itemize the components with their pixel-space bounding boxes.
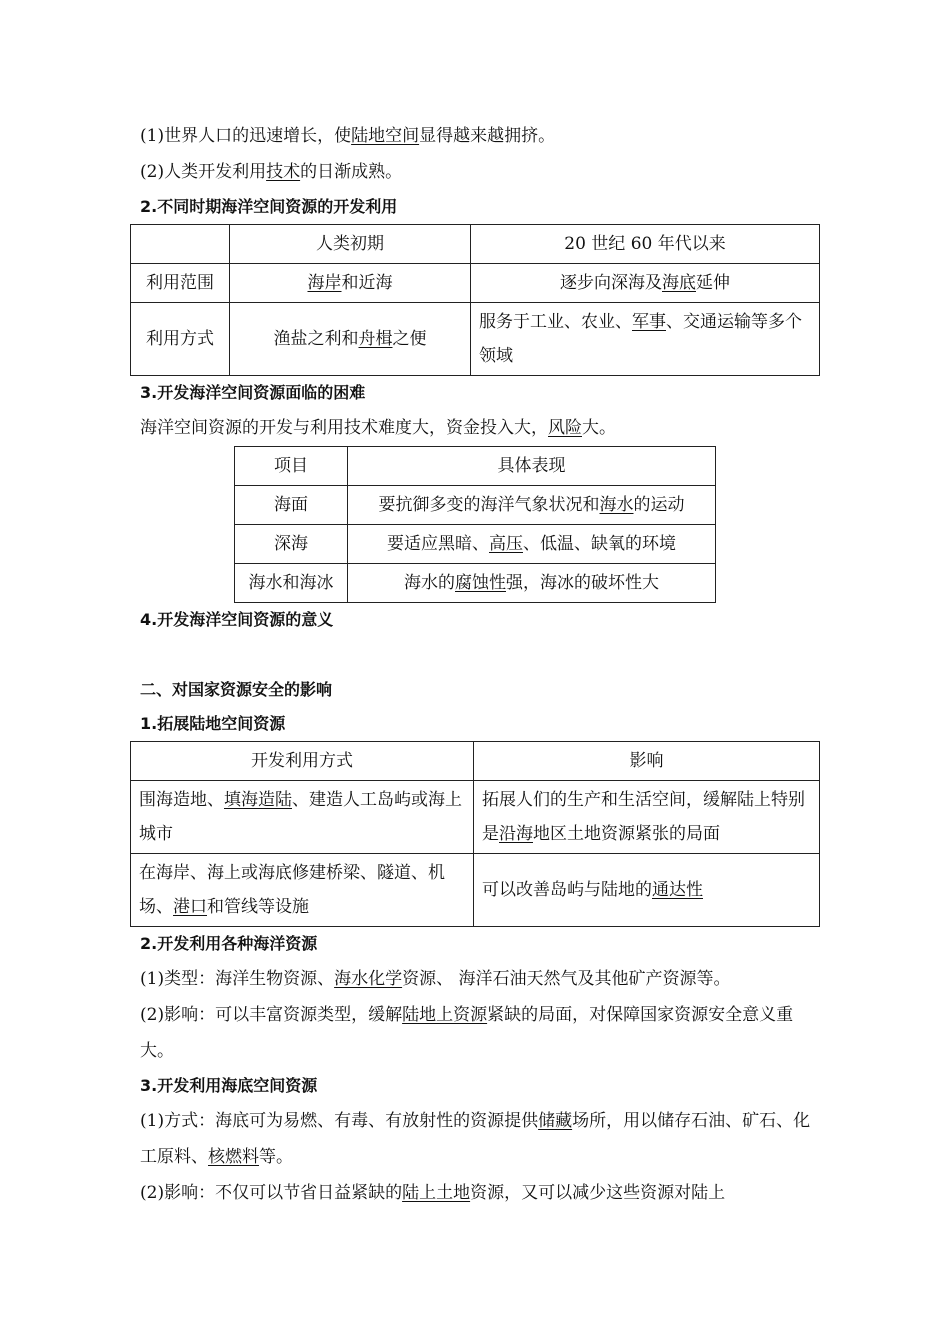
table-cell: 20 世纪 60 年代以来 — [471, 225, 820, 264]
table-cell: 开发利用方式 — [131, 742, 474, 781]
table-cell — [348, 564, 716, 603]
text: (2)影响：可以丰富资源类型，缓解 — [140, 1005, 403, 1025]
text: 的运动 — [633, 495, 685, 515]
text: 资源、 海洋石油天然气及其他矿产资源等。 — [402, 969, 731, 989]
text: 等。 — [259, 1147, 293, 1167]
table-cell: 影响 — [474, 742, 820, 781]
table-cell: 利用方式 — [131, 303, 230, 376]
table-row — [131, 781, 820, 854]
table-row — [131, 303, 820, 376]
table-row — [131, 264, 820, 303]
text: 强，海冰的破坏性大 — [506, 573, 659, 593]
text: (1)世界人口的迅速增长，使 — [140, 126, 352, 146]
text: 延伸 — [696, 273, 730, 293]
table-cell: 深海 — [235, 525, 348, 564]
underlined-term: 高压 — [489, 534, 523, 554]
table-row — [235, 564, 716, 603]
underlined-term: 港口 — [173, 897, 207, 917]
heading-difficulties: 3.开发海洋空间资源面临的困难 — [140, 383, 366, 402]
text: 场所，用以储存石油、矿石、化工原料、 — [140, 1111, 811, 1167]
underlined-term: 填海造陆 — [224, 790, 292, 810]
heading-periods: 2.不同时期海洋空间资源的开发利用 — [140, 197, 398, 216]
text: 显得越来越拥挤。 — [419, 126, 556, 146]
heading-significance: 4.开发海洋空间资源的意义 — [140, 610, 334, 629]
text: 服务于工业、农业、 — [479, 312, 632, 332]
text: 地区土地资源紧张的局面 — [533, 824, 720, 844]
blank-line — [140, 637, 820, 673]
table-cell — [230, 264, 471, 303]
table-cell — [474, 781, 820, 854]
document-page — [140, 118, 820, 1211]
text: 、低温、缺氧的环境 — [523, 534, 676, 554]
table-cell: 具体表现 — [348, 447, 716, 486]
underlined-term: 风险 — [548, 418, 582, 438]
text: 资源，又可以减少这些资源对陆上 — [470, 1183, 726, 1203]
underlined-term: 沿海 — [499, 824, 533, 844]
text: 之便 — [392, 329, 427, 349]
table-cell — [474, 854, 820, 927]
table-cell: 利用范围 — [131, 264, 230, 303]
underlined-term: 陆地上资源 — [402, 1005, 488, 1025]
reason-population — [140, 118, 820, 154]
table-cell: 人类初期 — [230, 225, 471, 264]
text: 海洋空间资源的开发与利用技术难度大，资金投入大， — [140, 418, 548, 438]
text: 逐步向深海及 — [560, 273, 662, 293]
text: 和近海 — [341, 273, 393, 293]
text: 海水的 — [404, 573, 455, 593]
table-row — [131, 742, 820, 781]
table-cell — [348, 486, 716, 525]
underlined-term: 技术 — [266, 162, 301, 182]
underlined-term: 海水 — [599, 495, 634, 515]
table-cell — [131, 781, 474, 854]
periods-table — [130, 224, 820, 376]
text: 可以改善岛屿与陆地的 — [482, 880, 652, 900]
underlined-term: 舟楫 — [358, 329, 393, 349]
text: 、交通运输等多个领域 — [479, 312, 802, 366]
text: (2)影响：不仅可以节省日益紧缺的 — [140, 1183, 403, 1203]
difficulties-text — [140, 410, 820, 446]
table-row — [131, 225, 820, 264]
difficulties-table — [234, 446, 716, 603]
table-cell — [131, 225, 230, 264]
underlined-term: 海底 — [662, 273, 696, 293]
text: (2)人类开发利用 — [140, 162, 267, 182]
table-cell — [471, 303, 820, 376]
seabed-impact — [140, 1175, 820, 1211]
table-cell — [471, 264, 820, 303]
heading-land-space: 1.拓展陆地空间资源 — [140, 714, 286, 733]
underlined-term: 海水化学 — [334, 969, 403, 989]
text: 要适应黑暗、 — [387, 534, 489, 554]
table-row — [235, 486, 716, 525]
text: (1)方式：海底可为易燃、有毒、有放射性的资源提供 — [140, 1111, 539, 1131]
resource-types — [140, 961, 820, 997]
text: (1)类型：海洋生物资源、 — [140, 969, 335, 989]
text: 大。 — [582, 418, 616, 438]
table-row — [131, 854, 820, 927]
text: 在海岸、海上或海底修建桥梁、隧道、机场、 — [139, 863, 445, 917]
section-title: 二、对国家资源安全的影响 — [140, 680, 333, 699]
underlined-term: 陆地空间 — [351, 126, 420, 146]
text: 拓展人们的生产和生活空间，缓解陆上特别是 — [482, 790, 805, 844]
text: 围海造地、 — [139, 790, 224, 810]
table-row — [235, 525, 716, 564]
underlined-term: 储藏 — [538, 1111, 573, 1131]
table-cell — [348, 525, 716, 564]
table-cell: 项目 — [235, 447, 348, 486]
land-space-table — [130, 741, 820, 927]
underlined-term: 通达性 — [652, 880, 703, 900]
heading-ocean-resources: 2.开发利用各种海洋资源 — [140, 934, 318, 953]
underlined-term: 腐蚀性 — [455, 573, 506, 593]
text: 、建造人工岛屿或海上城市 — [139, 790, 462, 844]
heading-seabed-space: 3.开发利用海底空间资源 — [140, 1076, 318, 1095]
text: 紧缺的局面，对保障国家资源安全意义重大。 — [140, 1005, 794, 1061]
seabed-methods — [140, 1103, 820, 1175]
underlined-term: 军事 — [632, 312, 666, 332]
text: 要抗御多变的海洋气象状况和 — [378, 495, 600, 515]
table-cell — [230, 303, 471, 376]
text: 渔盐之利和 — [273, 329, 359, 349]
resource-impact — [140, 997, 820, 1069]
text: 和管线等设施 — [207, 897, 309, 917]
underlined-term: 陆上土地 — [402, 1183, 471, 1203]
table-row — [235, 447, 716, 486]
table-cell — [131, 854, 474, 927]
reason-technology — [140, 154, 820, 190]
underlined-term: 核燃料 — [208, 1147, 259, 1167]
underlined-term: 海岸 — [307, 273, 342, 293]
text: 的日渐成熟。 — [300, 162, 403, 182]
table-cell: 海面 — [235, 486, 348, 525]
table-cell: 海水和海冰 — [235, 564, 348, 603]
